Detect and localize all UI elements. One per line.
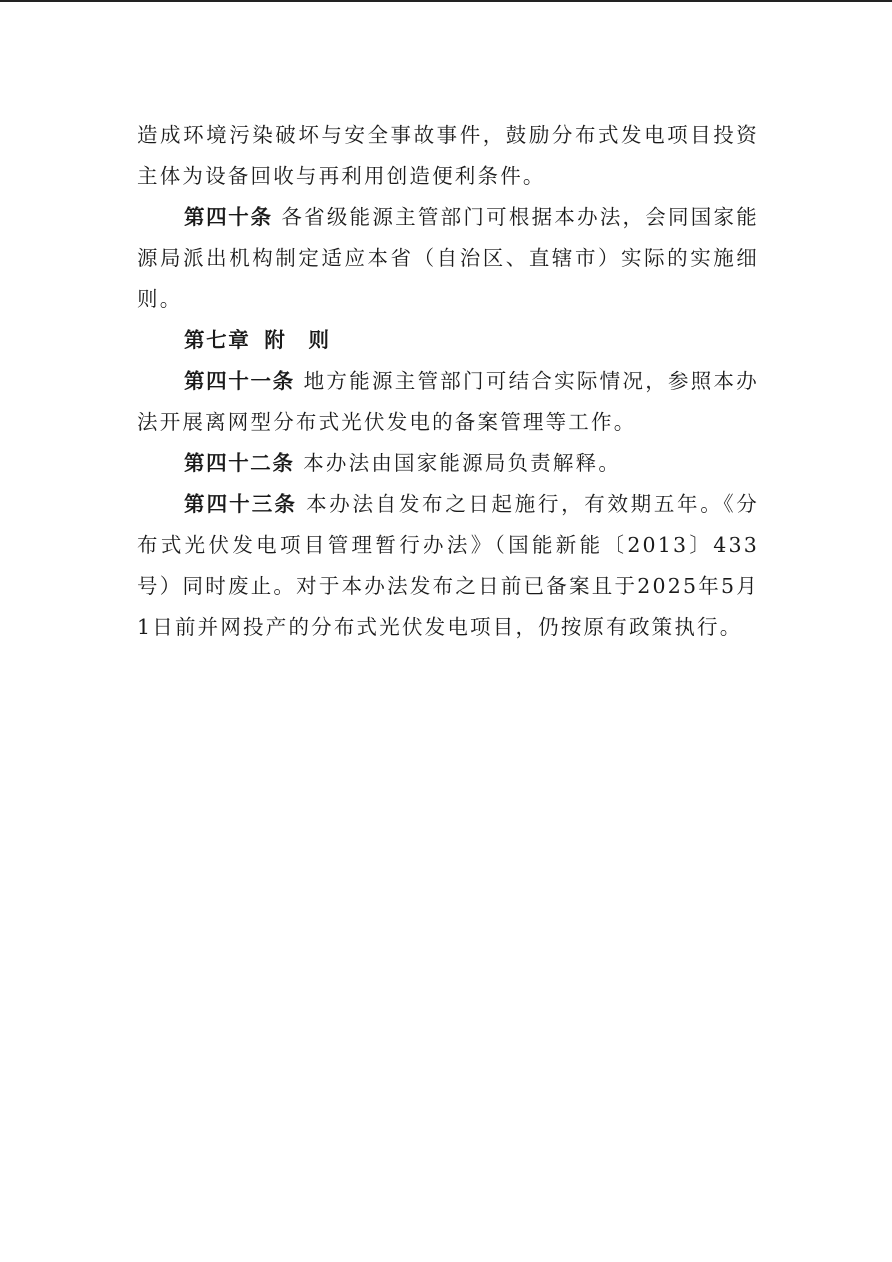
article-text: 地方能源主管部门可结合实际情况，参照本办法开展离网型分布式光伏发电的备案管理等工作。 (137, 369, 760, 434)
article-43 (137, 484, 759, 648)
paragraph-continuation (137, 115, 759, 197)
chapter-number: 第七章 (184, 328, 251, 352)
article-40 (137, 197, 759, 320)
article-number: 第四十二条 (184, 451, 295, 475)
chapter-title: 附 则 (264, 328, 331, 352)
article-number: 第四十三条 (184, 492, 297, 516)
article-text: 各省级能源主管部门可根据本办法，会同国家能源局派出机构制定适应本省（自治区、直辖市）实际的实施细则。 (137, 205, 759, 311)
article-number: 第四十一条 (184, 369, 295, 393)
article-42 (137, 443, 759, 484)
article-number: 第四十条 (184, 205, 273, 229)
article-41 (137, 361, 759, 443)
article-text: 本办法由国家能源局负责解释。 (303, 451, 622, 475)
article-text: 本办法自发布之日起施行，有效期五年。《分布式光伏发电项目管理暂行办法》（国能新能〔2013〕433号）同时废止。对于本办法发布之日前已备案且于2025年5月1日前并网投产的分布式光伏发电项目，仍按原有政策执行。 (137, 492, 760, 639)
paragraph-text: 造成环境污染破坏与安全事故事件，鼓励分布式发电项目投资主体为设备回收与再利用创造便利条件。 (137, 123, 759, 188)
document-body (137, 115, 759, 648)
chapter-heading (137, 320, 759, 361)
